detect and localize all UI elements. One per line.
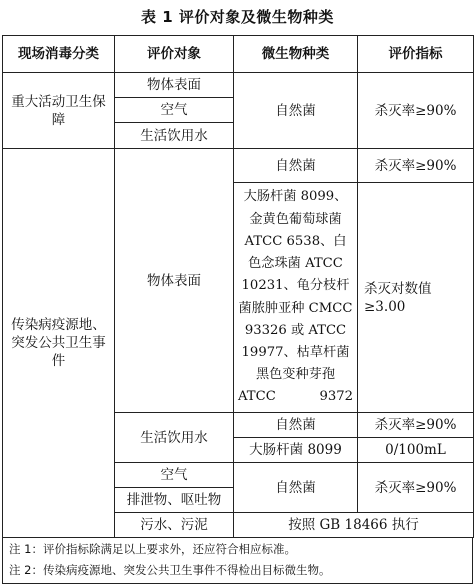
object-cell: 生活饮用水	[115, 413, 234, 463]
object-cell: 空气	[115, 98, 234, 123]
indicator-cell: 杀灭对数值≥3.00	[358, 183, 474, 413]
microbe-cell: 自然菌	[234, 413, 358, 438]
indicator-cell: 杀灭率≥90%	[358, 413, 474, 438]
category-cell-major-event: 重大活动卫生保障	[3, 73, 115, 149]
microbe-cell: 自然菌	[234, 463, 358, 513]
header-row	[3, 36, 474, 73]
header-microbe: 微生物种类	[234, 36, 358, 73]
note-2: 注 2：传染病疫源地、突发公共卫生事件不得检出目标微生物。	[9, 563, 331, 577]
object-cell: 污水、污泥	[115, 513, 234, 538]
header-indicator: 评价指标	[358, 36, 474, 73]
table-row	[3, 149, 474, 183]
object-cell: 排泄物、呕吐物	[115, 488, 234, 513]
microbe-cell: 大肠杆菌 8099	[234, 438, 358, 463]
object-cell: 空气	[115, 463, 234, 488]
object-cell: 物体表面	[115, 73, 234, 98]
indicator-cell: 杀灭率≥90%	[358, 463, 474, 513]
indicator-cell: 杀灭率≥90%	[358, 73, 474, 149]
indicator-cell: 杀灭率≥90%	[358, 149, 474, 183]
table-row	[3, 73, 474, 98]
category-cell-epidemic: 传染病疫源地、突发公共卫生事件	[3, 149, 115, 538]
object-cell: 生活饮用水	[115, 123, 234, 149]
evaluation-table	[2, 35, 474, 538]
table-title: 表 1 评价对象及微生物种类	[141, 8, 334, 26]
header-category: 现场消毒分类	[3, 36, 115, 73]
rule-cell: 按照 GB 18466 执行	[234, 513, 474, 538]
table-notes	[2, 538, 473, 584]
note-1: 注 1：评价指标除满足以上要求外，还应符合相应标准。	[9, 542, 296, 556]
object-cell: 物体表面	[115, 149, 234, 413]
microbe-cell-specific: 大肠杆菌 8099、金黄色葡萄球菌 ATCC 6538、白色念珠菌 ATCC 10231、龟分枝杆菌脓肿亚种 CMCC 93326 或 ATCC 19977、枯草杆菌黑色变种芽孢 ATCC 9372	[234, 183, 358, 413]
microbe-cell: 自然菌	[234, 149, 358, 183]
indicator-cell: 0/100mL	[358, 438, 474, 463]
header-object: 评价对象	[115, 36, 234, 73]
microbe-cell: 自然菌	[234, 73, 358, 149]
